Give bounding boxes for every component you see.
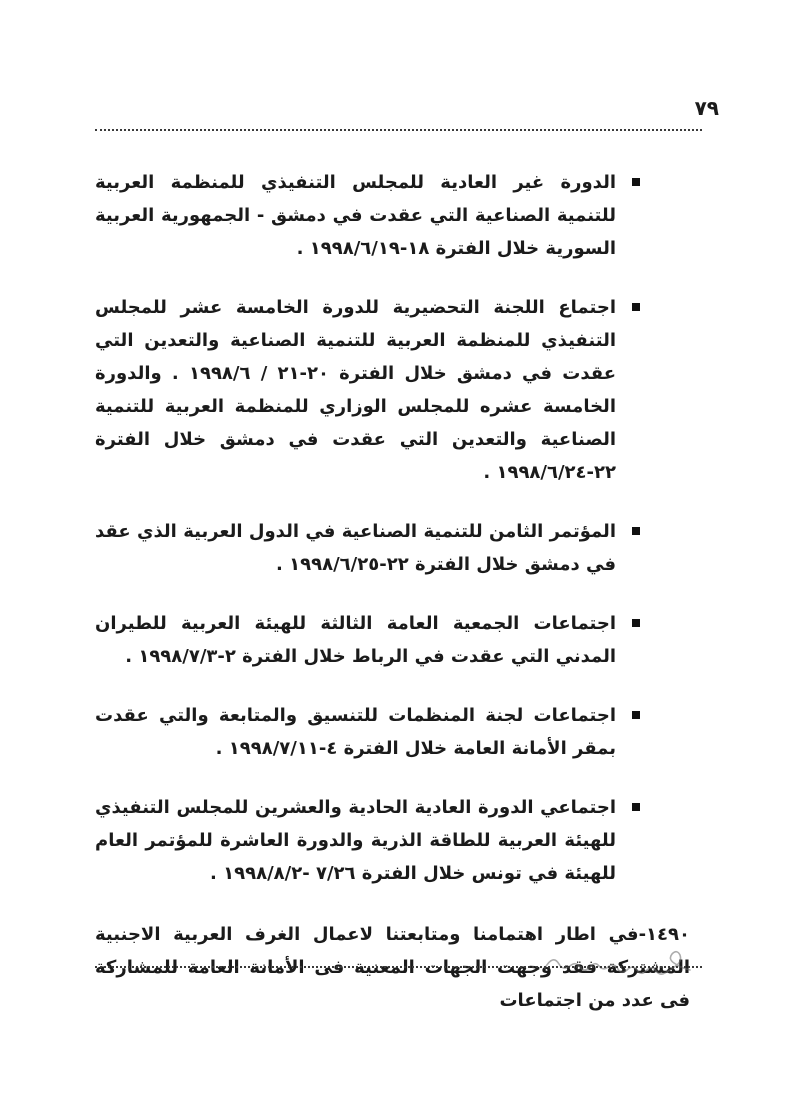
list-item [95,291,640,489]
list-item-text: اجتماع اللجنة التحضيرية للدورة الخامسة عشر للمجلس التنفيذي للمنظمة العربية للتنمية الصناعية والتعدين التي عقدت في دمشق خلال الفترة ٢٠-٢١ / ١٩٩٨/٦ . والدورة الخامسة عشره للمجلس الوزاري للمنظمة العربية للتنمية الصناعية والتعدين التي عقدت في دمشق خلال الفترة ٢٢-١٩٩٨/٦/٢٤ . [95,297,617,483]
square-bullet-icon [632,303,640,311]
square-bullet-icon [632,803,640,811]
bullet-list [95,166,640,890]
list-item [95,515,640,581]
list-item-text: اجتماعات لجنة المنظمات للتنسيق والمتابعة والتي عقدت بمقر الأمانة العامة خلال الفترة ٤-١٩٩٨/٧/١١ . [95,705,616,759]
list-item-text: اجتماعات الجمعية العامة الثالثة للهيئة العربية للطيران المدني التي عقدت في الرباط خلال الفترة ٢-١٩٩٨/٧/٣ . [95,613,616,667]
list-item-text: اجتماعي الدورة العادية الحادية والعشرين للمجلس التنفيذي للهيئة العربية للطاقة الذرية والدورة العاشرة للمؤتمر العام للهيئة في تونس خلال الفترة ٧/٢٦ -١٩٩٨/٨/٢ . [95,797,616,884]
list-item [95,699,640,765]
page-number: ٧٩ [694,96,719,120]
list-item [95,166,640,265]
list-item-text: الدورة غير العادية للمجلس التنفيذي للمنظمة العربية للتنمية الصناعية التي عقدت في دمشق - الجمهورية العربية السورية خلال الفترة ١٨-١٩٩٨/٦/١٩ . [95,172,616,259]
square-bullet-icon [632,619,640,627]
list-item [95,607,640,673]
list-item [95,791,640,890]
numbered-paragraph: ١٤٩٠-في اطار اهتمامنا ومتابعتنا لاعمال الغرف العربية الاجنبية المشتركة فقد وجهت الجهات المعنية فى الأمانة العامة للمشاركة فى عدد من اجتماعات [95,924,690,1011]
square-bullet-icon [632,178,640,186]
handwriting-mark-icon [540,942,705,982]
list-item-text: المؤتمر الثامن للتنمية الصناعية في الدول العربية الذي عقد في دمشق خلال الفترة ٢٢-١٩٩٨/٦/٢٥ . [95,521,616,575]
top-divider [95,129,702,131]
square-bullet-icon [632,711,640,719]
square-bullet-icon [632,527,640,535]
page-content [95,166,690,1017]
bottom-divider [95,966,702,968]
